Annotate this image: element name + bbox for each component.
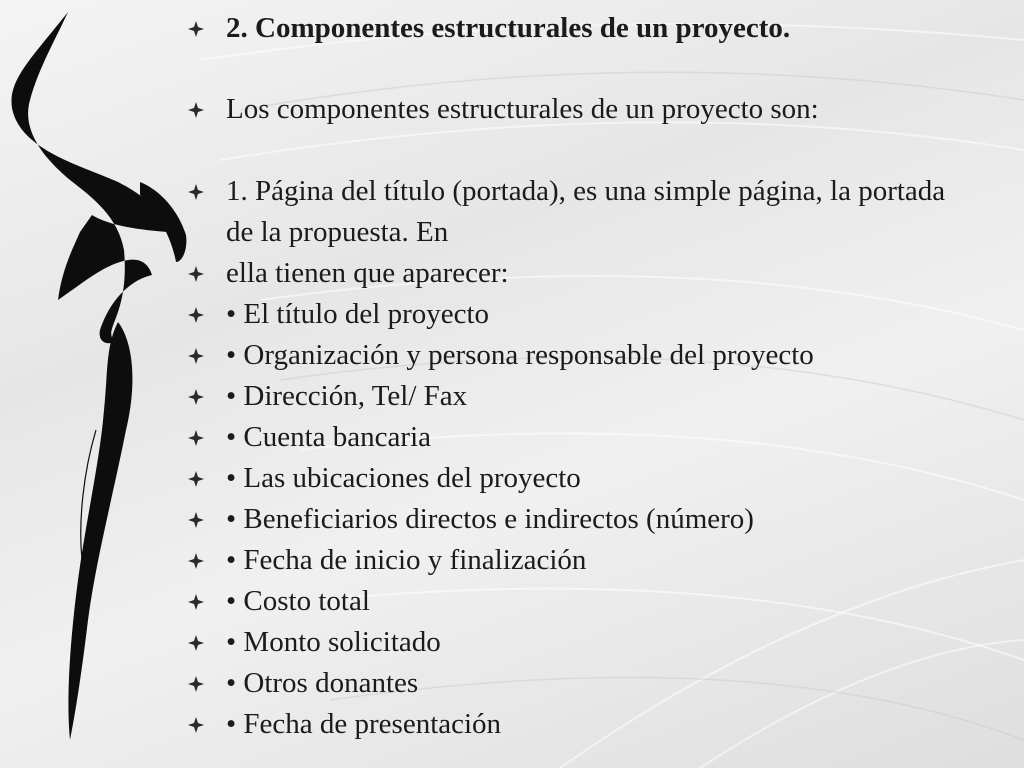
calligraphic-ornament	[0, 0, 200, 768]
diamond-bullet-icon	[188, 348, 204, 364]
diamond-bullet-icon	[188, 102, 204, 118]
list-item-text: Los componentes estructurales de un proyecto son:	[226, 93, 819, 125]
ornament-upper-stroke	[12, 12, 168, 343]
diamond-bullet-icon	[188, 389, 204, 405]
list-item-text: 1. Página del título (portada), es una simple página, la portada de la propuesta. En	[226, 175, 953, 248]
ornament-lower-stroke	[68, 322, 132, 740]
list-item-text: • Fecha de inicio y finalización	[226, 544, 587, 576]
diamond-bullet-icon	[188, 512, 204, 528]
list-item-text: • Dirección, Tel/ Fax	[226, 380, 468, 412]
diamond-bullet-icon	[188, 307, 204, 323]
diamond-bullet-icon	[188, 471, 204, 487]
diamond-bullet-icon	[188, 635, 204, 651]
diamond-bullet-icon	[188, 676, 204, 692]
diamond-bullet-icon	[188, 21, 204, 37]
list-item-text: • Monto solicitado	[226, 626, 441, 658]
diamond-bullet-icon	[188, 717, 204, 733]
list-item-text: • Beneficiarios directos e indirectos (número)	[226, 503, 754, 535]
diamond-bullet-icon	[188, 430, 204, 446]
diamond-bullet-icon	[188, 184, 204, 200]
list-item-text: • El título del proyecto	[226, 298, 490, 330]
list-item-text: • Fecha de presentación	[226, 708, 502, 740]
list-item-text: • Organización y persona responsable del proyecto	[226, 339, 814, 371]
list-item-text: • Cuenta bancaria	[226, 421, 431, 453]
diamond-bullet-icon	[188, 594, 204, 610]
diamond-bullet-icon	[188, 266, 204, 282]
list-item-text: • Costo total	[226, 585, 370, 617]
list-item-text: • Otros donantes	[226, 667, 419, 699]
list-item-text: 2. Componentes estructurales de un proyecto.	[226, 12, 791, 44]
diamond-bullet-icon	[188, 553, 204, 569]
list-item-text: ella tienen que aparecer:	[226, 257, 509, 289]
list-item-text: • Las ubicaciones del proyecto	[226, 462, 581, 494]
